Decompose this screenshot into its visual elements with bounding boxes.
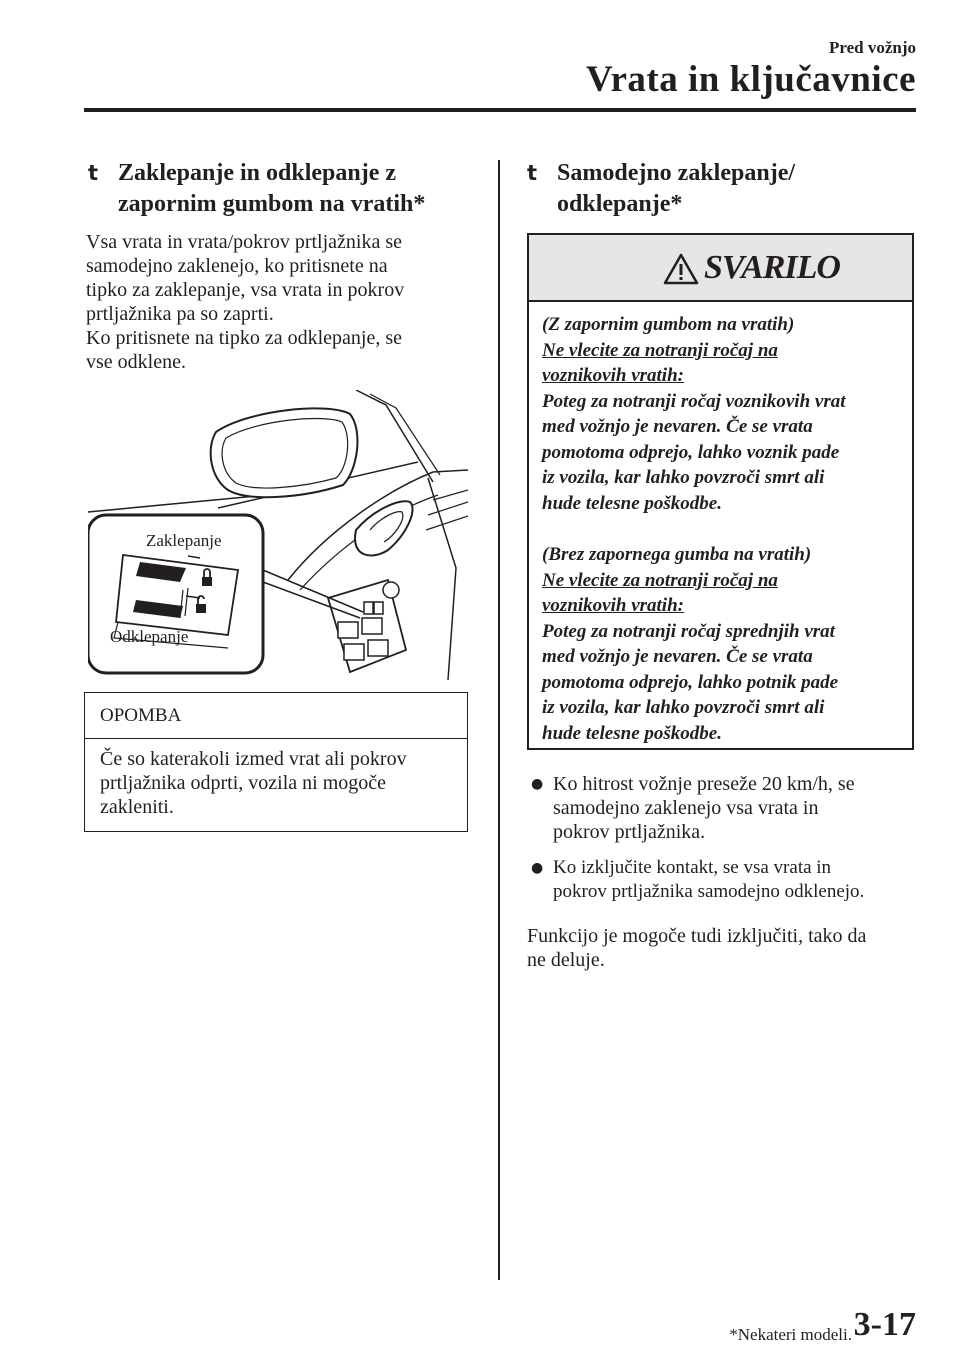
warning-instruction: Ne vlecite za notranji ročaj na — [542, 339, 778, 361]
text-line: hude telesne poškodbe. — [542, 722, 722, 744]
heading-marker: t — [527, 161, 538, 185]
text-line: samodejno zaklenejo vsa vrata in — [553, 797, 819, 819]
list-item — [529, 856, 919, 904]
heading-marker: t — [88, 161, 99, 185]
text-line: med vožnjo je nevaren. Če se vrata — [542, 646, 813, 667]
left-heading-line-2: zapornim gumbom na vratih* — [118, 191, 426, 217]
left-paragraph — [86, 230, 486, 374]
section-subtitle: Pred vožnjo — [828, 38, 916, 57]
text-line: iz vozila, kar lahko povzroči smrt ali — [542, 467, 825, 488]
text-line: Če so katerakoli izmed vrat ali pokrov — [100, 748, 407, 770]
label-unlock: Odklepanje — [110, 627, 189, 646]
text-line: Ko izključite kontakt, se vsa vrata in — [553, 857, 832, 878]
bullet-icon: ● — [531, 860, 544, 876]
text-line: Poteg za notranji ročaj sprednjih vrat — [542, 620, 835, 642]
inner-door-handle — [355, 501, 413, 555]
right-heading-line-1: Samodejno zaklepanje/ — [557, 160, 796, 186]
text-line: prtljažnika pa so zaprti. — [86, 303, 274, 325]
text-line: Ko pritisnete na tipko za odklepanje, se — [86, 327, 403, 349]
warning-subtitle: (Z zapornim gumbom na vratih) — [542, 314, 795, 335]
warning-subtitle: (Brez zapornega gumba na vratih) — [542, 544, 812, 565]
text-line: zakleniti. — [100, 796, 174, 818]
text-line: iz vozila, kar lahko povzroči smrt ali — [542, 697, 825, 718]
text-line: ne deluje. — [527, 949, 605, 971]
side-mirror — [211, 408, 358, 497]
text-line: Funkcijo je mogoče tudi izključiti, tako da — [527, 925, 867, 947]
list-item — [529, 772, 919, 844]
warning-instruction: voznikovih vratih: — [542, 595, 684, 616]
text-line: tipko za zaklepanje, vsa vrata in pokrov — [86, 279, 405, 301]
text-line: Vsa vrata in vrata/pokrov prtljažnika se — [86, 231, 402, 253]
note-title: OPOMBA — [85, 693, 467, 739]
text-line: med vožnjo je nevaren. Če se vrata — [542, 416, 813, 437]
text-line: hude telesne poškodbe. — [542, 492, 722, 514]
warning-triangle-icon — [663, 253, 699, 285]
bullet-list — [529, 772, 919, 904]
left-heading — [88, 158, 488, 220]
window-switch-panel — [328, 580, 406, 672]
page-number: 3-17 — [853, 1306, 916, 1343]
warning-instruction: voznikovih vratih: — [542, 365, 684, 386]
bullet-icon: ● — [531, 776, 544, 792]
text-line: samodejno zaklenejo, ko pritisnete na — [86, 255, 388, 277]
text-line: prtljažnika odprti, vozila ni mogoče — [100, 772, 387, 794]
text-line: pokrov prtljažnika. — [553, 821, 706, 843]
column-divider — [498, 160, 500, 1280]
warning-instruction: Ne vlecite za notranji ročaj na — [542, 569, 778, 591]
page-title: Vrata in ključavnice — [586, 59, 916, 100]
closing-paragraph — [527, 924, 919, 972]
footnote: *Nekateri modeli. — [729, 1325, 852, 1344]
warning-label: SVARILO — [704, 249, 840, 286]
text-line: pomotoma odprejo, lahko potnik pade — [542, 671, 839, 693]
text-line: Ko hitrost vožnje preseže 20 km/h, se — [553, 773, 855, 795]
text-line: vse odklene. — [86, 351, 186, 373]
label-lock: Zaklepanje — [146, 531, 222, 550]
door-lock-switch-illustration — [88, 390, 468, 680]
text-line: Poteg za notranji ročaj voznikovih vrat — [542, 390, 846, 412]
spacer — [542, 516, 908, 542]
warning-body — [529, 302, 912, 746]
right-heading-line-2: odklepanje* — [557, 191, 683, 217]
header-rule — [84, 108, 916, 112]
right-heading — [527, 158, 917, 220]
note-box — [84, 692, 468, 832]
note-body — [85, 739, 467, 819]
text-line: pomotoma odprejo, lahko voznik pade — [542, 441, 840, 463]
left-heading-line-1: Zaklepanje in odklepanje z — [118, 160, 397, 186]
text-line: pokrov prtljažnika samodejno odklenejo. — [553, 881, 865, 902]
warning-box — [527, 233, 914, 750]
warning-header — [529, 235, 912, 302]
